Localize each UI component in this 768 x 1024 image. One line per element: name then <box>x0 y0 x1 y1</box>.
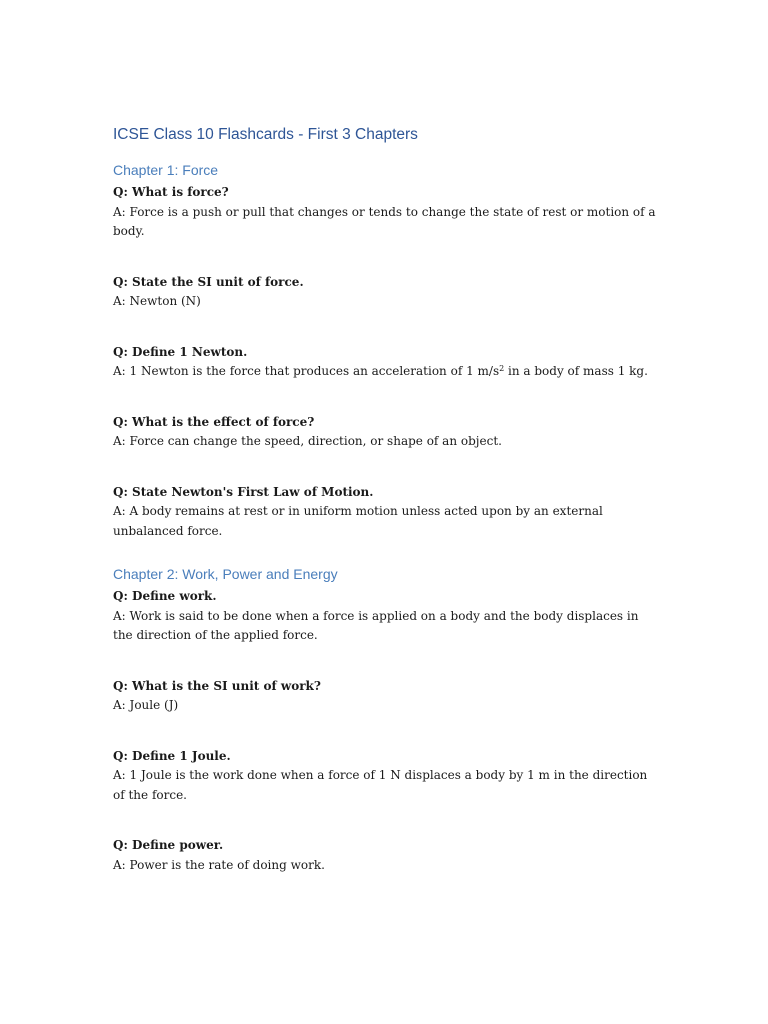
answer: A: Work is said to be done when a force is applied on a body and the body displaces in the direction of the applied force. <box>113 608 639 642</box>
answer: A: Joule (J) <box>113 698 179 712</box>
superscript: 2 <box>499 364 505 373</box>
answer: A: Force can change the speed, direction, or shape of an object. <box>113 434 502 448</box>
flashcard <box>113 343 658 382</box>
flashcard <box>113 483 658 542</box>
answer: A: A body remains at rest or in uniform motion unless acted upon by an external unbalanced force. <box>113 504 603 538</box>
question: Q: What is the SI unit of work? <box>113 678 321 693</box>
question: Q: What is the effect of force? <box>113 414 315 429</box>
flashcard <box>113 413 658 452</box>
flashcard <box>113 273 658 312</box>
flashcard <box>113 587 658 646</box>
answer-text: A: 1 Newton is the force that produces an acceleration of 1 m/s <box>113 364 500 378</box>
question: Q: Define 1 Joule. <box>113 748 231 763</box>
answer: A: Newton (N) <box>113 294 201 308</box>
answer: A: Power is the rate of doing work. <box>113 857 325 872</box>
question: Q: Define 1 Newton. <box>113 344 248 359</box>
flashcard <box>113 836 658 875</box>
answer: A: Force is a push or pull that changes or tends to change the state of rest or motion of a body. <box>113 204 656 238</box>
question: Q: State the SI unit of force. <box>113 274 304 289</box>
flashcard <box>113 747 658 806</box>
chapter-2 <box>113 564 658 875</box>
answer: A: 1 Joule is the work done when a force of 1 N displaces a body by 1 m in the direction of the force. <box>113 768 648 802</box>
chapter-title: Chapter 2: Work, Power and Energy <box>113 566 338 582</box>
flashcard <box>113 677 658 716</box>
flashcard <box>113 183 658 242</box>
document-body <box>113 123 658 875</box>
answer-text: in a body of mass 1 kg. <box>504 364 648 378</box>
answer <box>113 362 658 382</box>
question: Q: Define power. <box>113 838 224 852</box>
question: Q: State Newton's First Law of Motion. <box>113 484 374 499</box>
question: Q: Define work. <box>113 589 217 603</box>
chapter-1 <box>113 160 658 541</box>
chapter-title: Chapter 1: Force <box>113 162 219 178</box>
document-title: ICSE Class 10 Flashcards - First 3 Chapters <box>113 126 418 143</box>
question: Q: What is force? <box>113 185 229 199</box>
